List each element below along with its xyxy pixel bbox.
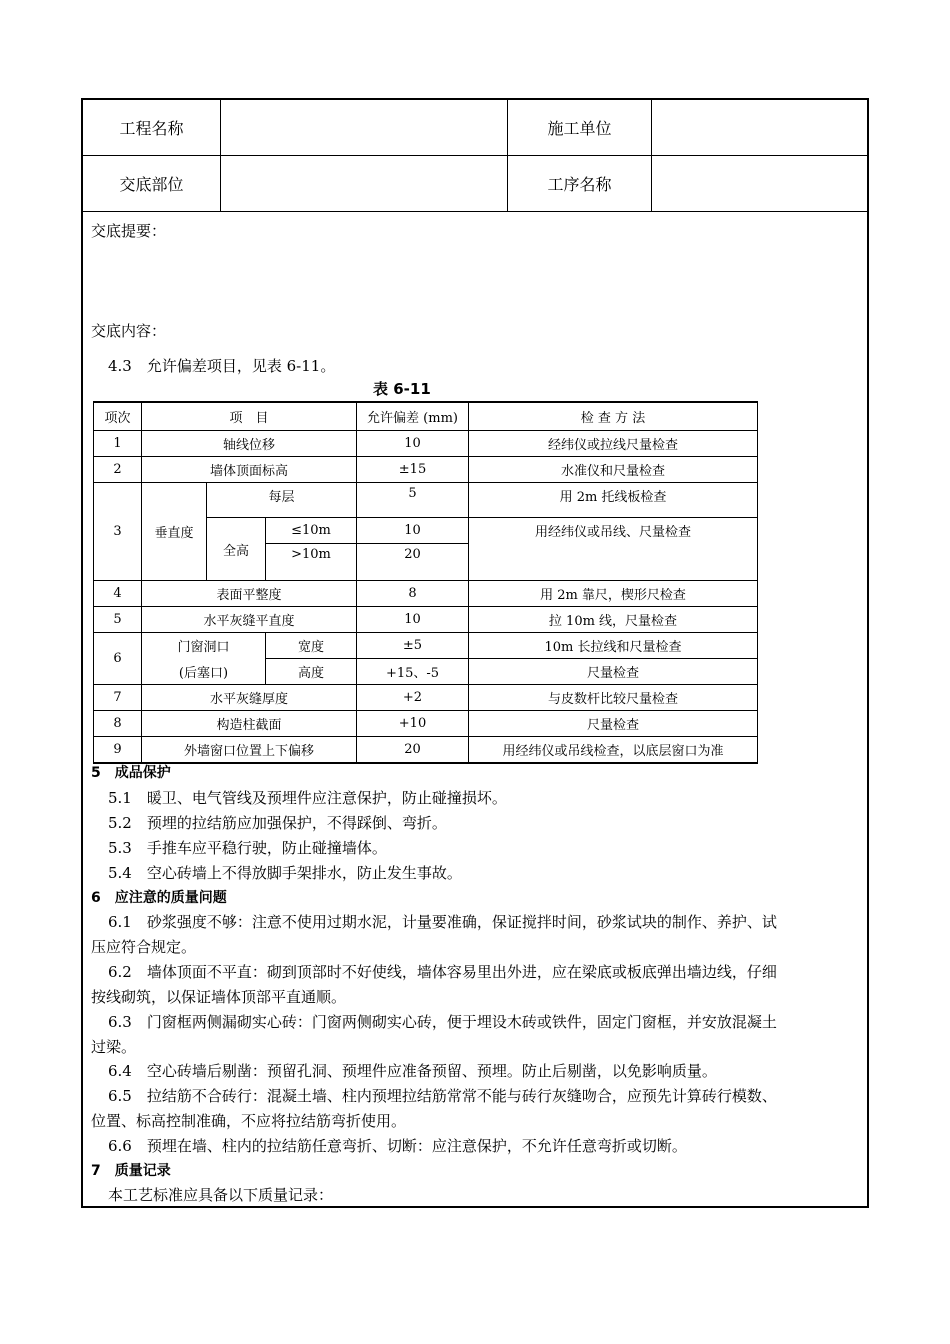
paragraph: 6.6 预埋在墙、柱内的拉结筋任意弯折、切断：应注意保护，不允许任意弯折或切断。 [108,1137,687,1155]
row-item: 门窗洞口 [142,633,266,659]
column-header: 允许偏差 (mm) [357,402,469,431]
row-item: 垂直度 [142,483,207,581]
table-row [94,737,758,764]
row-method: 水准仪和尺量检查 [469,457,758,483]
row-method: 尺量检查 [469,711,758,737]
row-deviation: +10 [357,711,469,737]
row-item: 轴线位移 [142,431,357,457]
divider [507,100,508,212]
paragraph: 按线砌筑，以保证墙体顶部平直通顺。 [91,988,347,1006]
content-label: 交底内容： [91,322,167,340]
sub-item: 高度 [266,659,357,685]
intro-line: 4.3 允许偏差项目，见表 6-11。 [108,357,336,375]
row-item: (后塞口) [142,659,266,685]
row-method: 与皮数杆比较尺量检查 [469,685,758,711]
table-row [94,659,758,685]
sub-item: 宽度 [266,633,357,659]
sub-item: 每层 [207,483,357,518]
paragraph: 6.2 墙体顶面不平直：砌到顶部时不好使线，墙体容易里出外进，应在梁底或板底弹出墙边线，仔细 [108,963,777,981]
row-deviation: 10 [357,607,469,633]
table-row [94,581,758,607]
summary-label: 交底提要： [91,222,167,240]
row-deviation: 5 [357,483,469,518]
row-item: 水平灰缝厚度 [142,685,357,711]
header-row-1 [83,100,867,156]
row-number: 9 [94,737,142,764]
paragraph: 5.1 暖卫、电气管线及预埋件应注意保护，防止碰撞损坏。 [108,789,507,807]
part-value[interactable] [221,156,507,211]
row-item: 外墙窗口位置上下偏移 [142,737,357,764]
process-label: 工序名称 [547,175,612,194]
header-row-2 [83,156,867,212]
row-number: 5 [94,607,142,633]
section-title: 7 质量记录 [91,1163,171,1179]
paragraph: 位置、标高控制准确，不应将拉结筋弯折使用。 [91,1112,407,1130]
row-deviation: 8 [357,581,469,607]
paragraph: 过梁。 [91,1038,137,1056]
divider [651,100,652,212]
paragraph: 6.5 拉结筋不合砖行：混凝土墙、柱内预埋拉结筋常常不能与砖行灰缝吻合，应预先计算砖行模数、 [108,1087,777,1105]
table-header-row [94,402,758,431]
row-item: 表面平整度 [142,581,357,607]
table-caption: 表 6-11 [373,380,431,398]
paragraph: 6.1 砂浆强度不够：注意不使用过期水泥，计量要准确，保证搅拌时间，砂浆试块的制作、养护、试 [108,913,777,931]
row-item: 墙体顶面标高 [142,457,357,483]
column-header: 项 目 [142,402,357,431]
row-method: 用 2m 托线板检查 [469,483,758,518]
sub-item: ≤10m [266,518,357,544]
row-number: 2 [94,457,142,483]
paragraph: 5.3 手推车应平稳行驶，防止碰撞墙体。 [108,839,387,857]
contractor-value[interactable] [652,100,867,155]
row-deviation: 20 [357,737,469,764]
project-name-value[interactable] [221,100,507,155]
row-deviation: +2 [357,685,469,711]
section-title: 6 应注意的质量问题 [91,890,227,906]
row-deviation: 10 [357,518,469,544]
paragraph: 本工艺标准应具备以下质量记录： [108,1186,334,1204]
row-method: 用经纬仪或吊线、尺量检查 [469,518,758,581]
table-row [94,633,758,659]
table-row [94,607,758,633]
table-row [94,431,758,457]
paragraph: 5.4 空心砖墙上不得放脚手架排水，防止发生事故。 [108,864,462,882]
table-row [94,685,758,711]
row-number: 6 [94,633,142,685]
row-number: 3 [94,483,142,581]
paragraph: 压应符合规定。 [91,938,197,956]
process-value[interactable] [652,156,867,211]
row-item: 构造柱截面 [142,711,357,737]
row-number: 1 [94,431,142,457]
table-row [94,711,758,737]
row-method: 尺量检查 [469,659,758,685]
row-method: 用经纬仪或吊线检查，以底层窗口为准 [469,737,758,764]
sub-item: 全高 [207,518,266,581]
part-label: 交底部位 [119,175,184,194]
row-method: 经纬仪或拉线尺量检查 [469,431,758,457]
deviation-table [93,401,758,764]
contractor-label: 施工单位 [547,119,612,138]
paragraph: 5.2 预埋的拉结筋应加强保护，不得踩倒、弯折。 [108,814,447,832]
row-number: 7 [94,685,142,711]
section-title: 5 成品保护 [91,765,171,781]
table-row [94,483,758,518]
sub-item: >10m [266,544,357,581]
row-method: 拉 10m 线，尺量检查 [469,607,758,633]
paragraph: 6.4 空心砖墙后剔凿：预留孔洞、预埋件应准备预留、预埋。防止后剔凿，以免影响质量。 [108,1062,717,1080]
row-number: 4 [94,581,142,607]
row-item: 水平灰缝平直度 [142,607,357,633]
row-method: 10m 长拉线和尺量检查 [469,633,758,659]
row-deviation: ±5 [357,633,469,659]
row-deviation: 10 [357,431,469,457]
project-name-label: 工程名称 [119,119,184,138]
row-method: 用 2m 靠尺，楔形尺检查 [469,581,758,607]
row-number: 8 [94,711,142,737]
row-deviation: +15、-5 [357,659,469,685]
row-deviation: 20 [357,544,469,581]
column-header: 检 查 方 法 [469,402,758,431]
column-header: 项次 [94,402,142,431]
divider [220,100,221,212]
row-deviation: ±15 [357,457,469,483]
paragraph: 6.3 门窗框两侧漏砌实心砖：门窗两侧砌实心砖，便于埋设木砖或铁件，固定门窗框，并安放混凝土 [108,1013,777,1031]
table-row [94,457,758,483]
